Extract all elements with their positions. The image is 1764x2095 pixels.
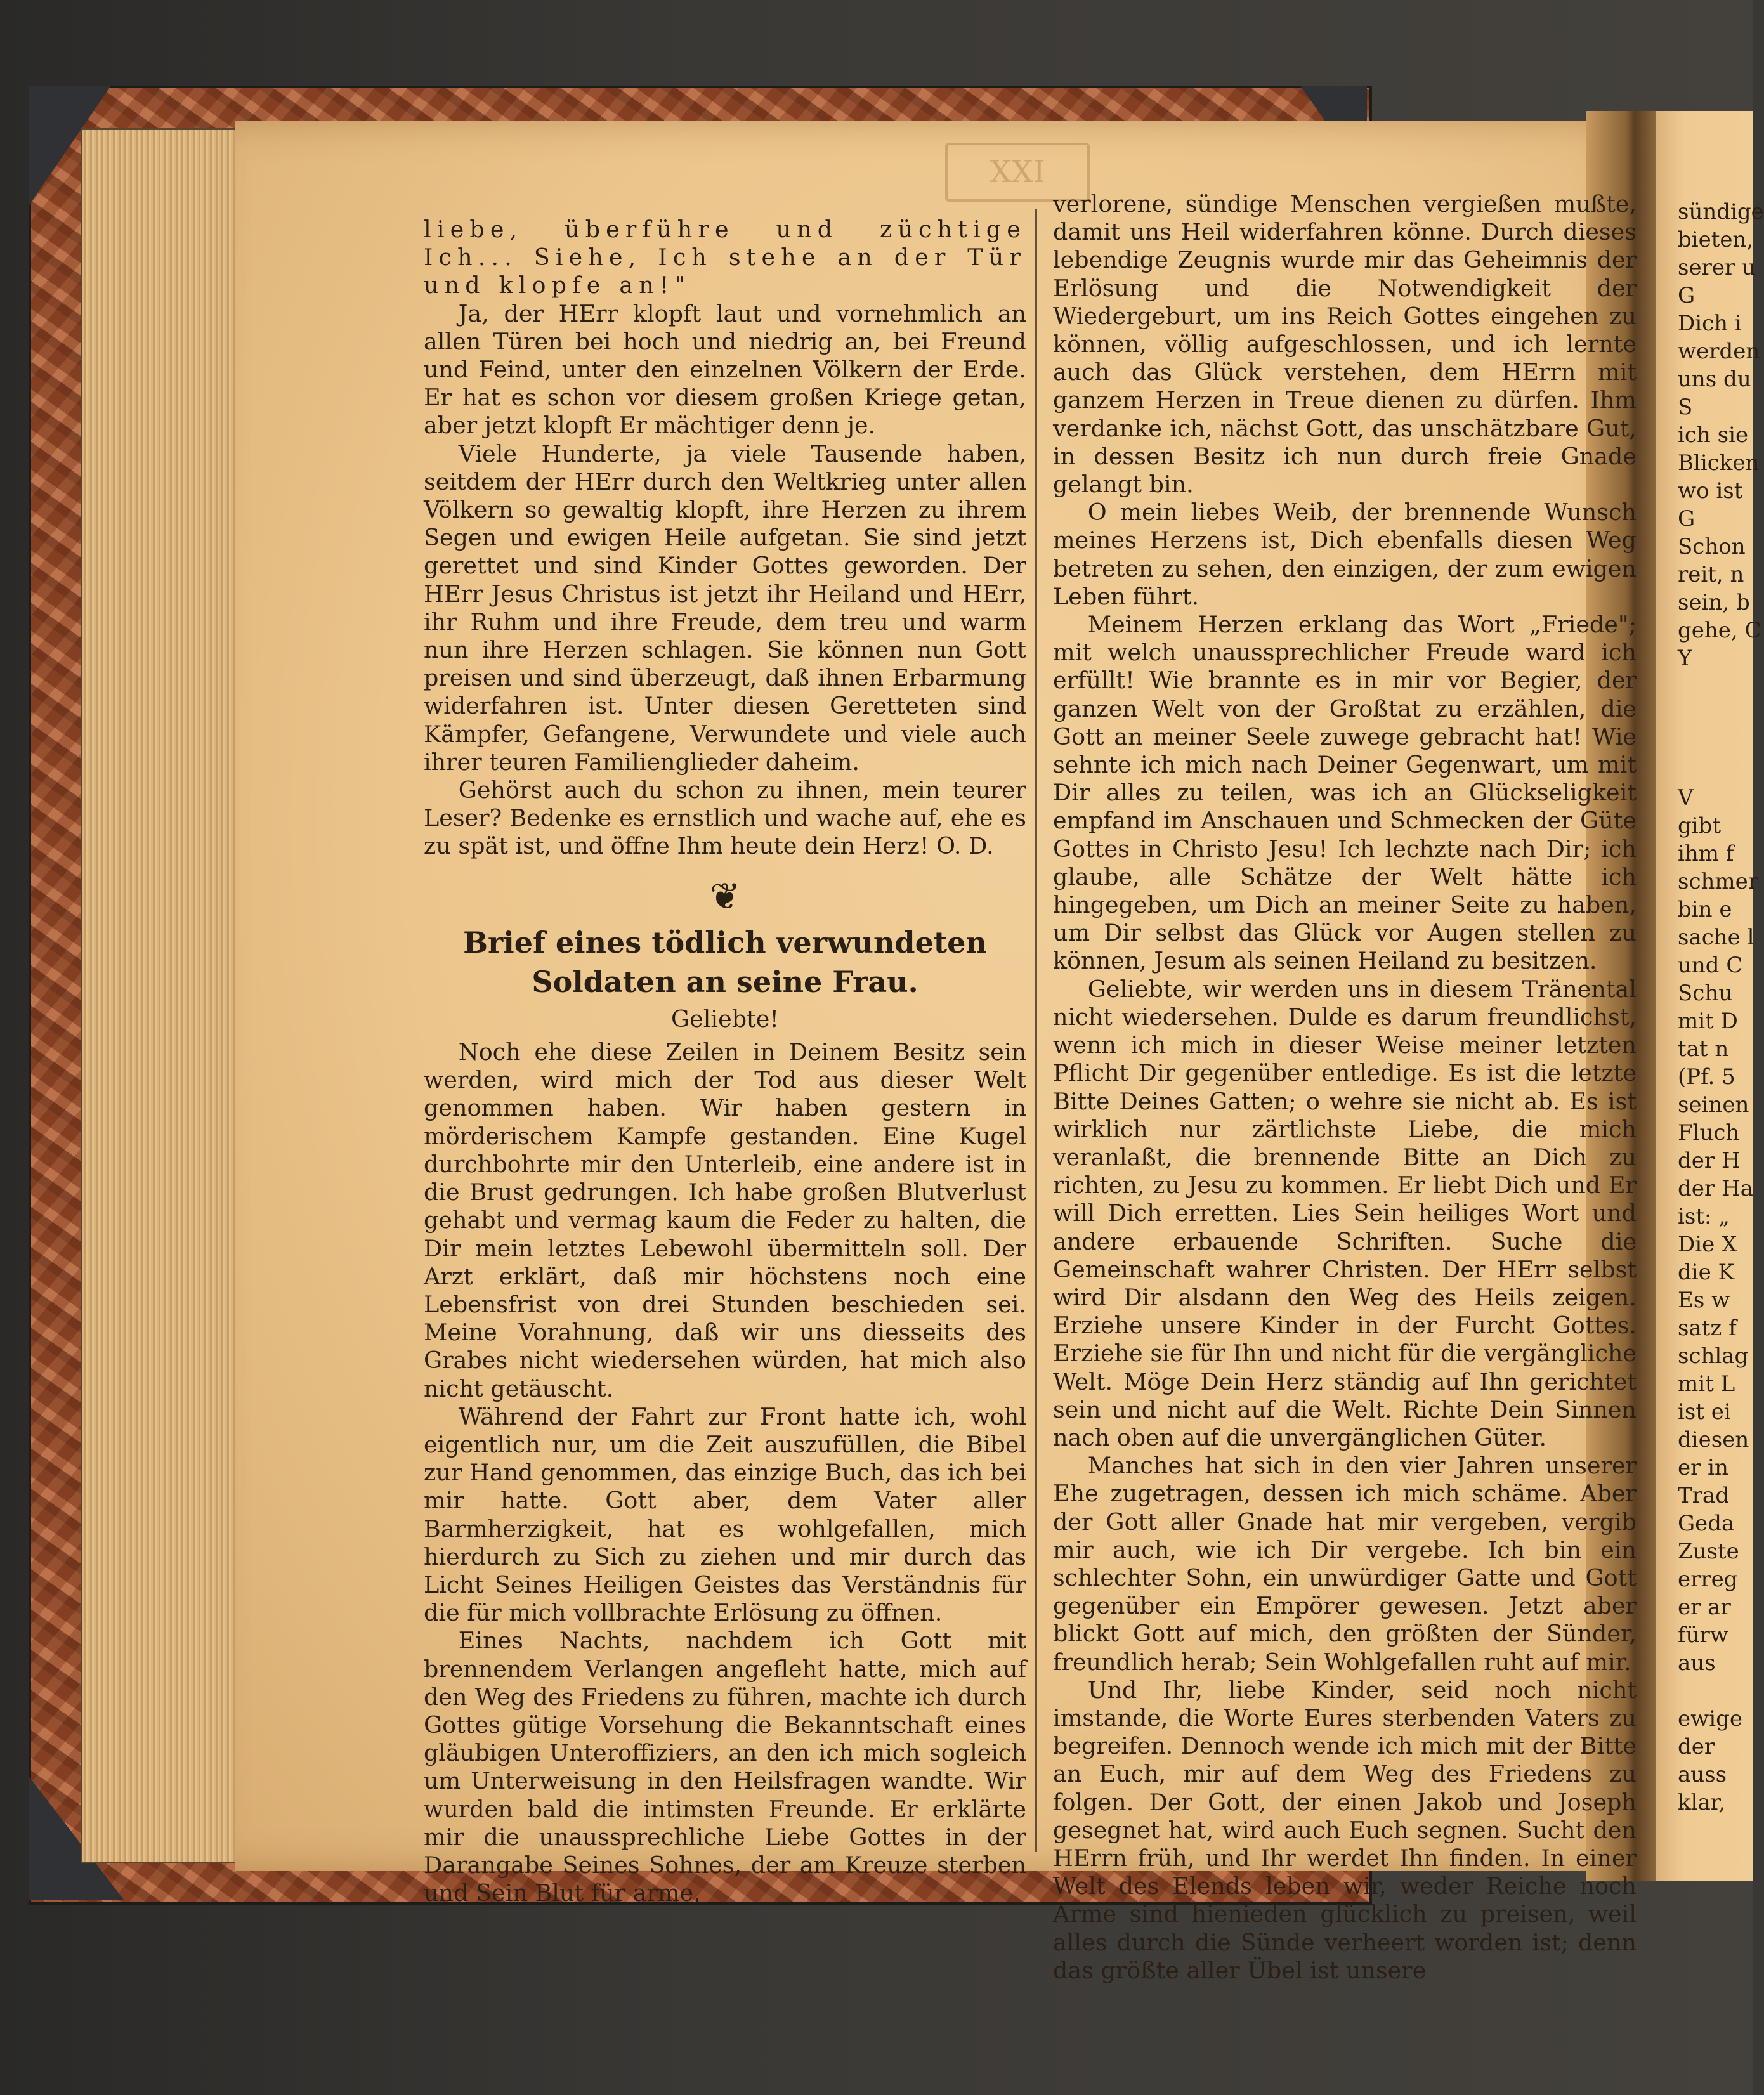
line-fragment: aus: [1678, 1650, 1716, 1676]
line-fragment: diesen: [1678, 1427, 1749, 1452]
line-fragment: tat n: [1678, 1036, 1729, 1062]
middle-text-column: [1053, 190, 1637, 1985]
line-fragment: G: [1678, 506, 1695, 532]
line-fragment: V: [1678, 785, 1694, 811]
line-fragment: fürw: [1678, 1622, 1728, 1648]
paragraph-continued: liebe, überführe und züchtige Ich... Siehe, Ich stehe an der Tür und klopfe an!": [424, 216, 1026, 299]
line-fragment: sache l: [1678, 925, 1754, 950]
line-fragment: satz f: [1678, 1315, 1737, 1341]
line-fragment: uns du: [1678, 367, 1751, 392]
right-page-fragments: [1678, 198, 1764, 1817]
line-fragment: Die X: [1678, 1232, 1737, 1257]
line-fragment: Dich i: [1678, 311, 1742, 336]
line-fragment: und C: [1678, 953, 1743, 978]
line-fragment: der Ha: [1678, 1176, 1753, 1201]
line-fragment: Zuste: [1678, 1539, 1739, 1564]
line-fragment: sündige: [1678, 199, 1764, 225]
paragraph: Während der Fahrt zur Front hatte ich, wohl eigentlich nur, um die Zeit auszufüllen, die Bibel zur Hand genommen, das einzige Buch, das ich bei mir hatte. Gott aber, dem Vater aller Barmherzigkeit, hat es wohlgefallen, mich hierdurch zu Sich zu ziehen und mir durch das Licht Seines Heiligen Geistes das Verständnis für die für mich vollbrachte Erlösung zu öffnen.: [424, 1402, 1026, 1627]
line-fragment: serer u: [1678, 255, 1756, 280]
line-fragment: [1678, 1677, 1757, 1705]
signature: O. D.: [936, 832, 994, 860]
line-fragment: ihm f: [1678, 841, 1734, 866]
paragraph: O mein liebes Weib, der brennende Wunsch meines Herzens ist, Dich ebenfalls diesen Weg betreten zu sehen, den einzigen, der zum ewigen Leben führt.: [1053, 499, 1637, 610]
line-fragment: ich sie: [1678, 422, 1749, 448]
paragraph: Und Ihr, liebe Kinder, seid noch nicht imstande, die Worte Eures sterbenden Vaters zu begreifen. Dennoch wende ich mich mit der Bitte an Euch, mir auf dem Weg des Friedens zu folgen. Der Gott, der einen Jakob und Joseph gesegnet hat, wird auch Euch segnen. Sucht den HErrn früh, und Ihr werdet Ihn finden. In einer Welt des Elends leben wir, weder Reiche noch Arme sind hienieden glücklich zu preisen, weil alles durch die Sünde verheert worden ist; denn das größte aller Übel ist unsere: [1053, 1676, 1637, 1984]
line-fragment: ist ei: [1678, 1399, 1731, 1425]
line-fragment: bin e: [1678, 897, 1732, 922]
line-fragment: auss: [1678, 1762, 1727, 1787]
line-fragment: Fluch: [1678, 1120, 1740, 1145]
line-fragment: die K: [1678, 1260, 1734, 1285]
line-fragment: mit L: [1678, 1371, 1735, 1397]
line-fragment: G: [1678, 283, 1695, 308]
line-fragment: (Pf. 5: [1678, 1064, 1735, 1090]
line-fragment: Y: [1678, 646, 1692, 671]
line-fragment: wo ist: [1678, 478, 1743, 504]
column-divider: [1035, 209, 1037, 1852]
line-fragment: gehe, C: [1678, 618, 1761, 643]
line-fragment: klar,: [1678, 1790, 1726, 1815]
line-fragment: der: [1678, 1734, 1715, 1759]
paragraph: Noch ehe diese Zeilen in Deinem Besitz sein werden, wird mich der Tod aus dieser Welt genommen haben. Wir haben gestern in mörderischem Kampfe gestanden. Eine Kugel durchbohrte mir den Unterleib, eine andere ist in die Brust gedrungen. Ich habe großen Blutverlust gehabt und vermag kaum die Feder zu halten, die Dir mein letztes Lebewohl übermitteln soll. Der Arzt erklärt, daß mir höchstens noch eine Lebensfrist von drei Stunden beschieden sei. Meine Vorahnung, daß wir uns diesseits des Grabes nicht wiedersehen würden, hat mich also nicht getäuscht.: [424, 1038, 1026, 1402]
line-fragment: Es w: [1678, 1288, 1730, 1313]
line-fragment: Schon: [1678, 534, 1746, 559]
paragraph: Gehörst auch du schon zu ihnen, mein teurer Leser? Bedenke es ernstlich und wache auf, ehe es zu spät ist, und öffne Ihm heute dein Herz! O. D.: [424, 776, 1026, 860]
faded-stamp: XXI: [945, 143, 1090, 202]
line-fragment: [1678, 700, 1757, 728]
paragraph: Ja, der HErr klopft laut und vornehmlich an allen Türen bei hoch und niedrig an, bei Freund und Feind, unter den einzelnen Völkern der Erde. Er hat es schon vor diesem großen Kriege getan, aber jetzt klopft Er mächtiger denn je.: [424, 299, 1026, 440]
line-fragment: Trad: [1678, 1483, 1729, 1508]
line-fragment: [1678, 756, 1757, 784]
line-fragment: Geda: [1678, 1511, 1735, 1536]
left-text-column: [424, 216, 1026, 1907]
line-fragment: [1678, 728, 1757, 756]
line-fragment: ewige: [1678, 1706, 1742, 1732]
line-fragment: werden: [1678, 339, 1760, 364]
article-title: Brief eines tödlich verwundeten Soldaten an seine Frau.: [463, 925, 987, 999]
paragraph: Manches hat sich in den vier Jahren unserer Ehe zugetragen, dessen ich mich schäme. Aber der Gott aller Gnade hat mir vergeben, vergib mir auch, wie ich Dir vergebe. Ich bin ein schlechter Sohn, ein unwürdiger Gatte und Gott gegenüber ein Empörer gewesen. Jetzt aber blickt Gott auf mich, den größten der Sünder, freundlich herab; Sein Wohlgefallen ruht auf mir.: [1053, 1452, 1637, 1676]
line-fragment: Blicken: [1678, 450, 1760, 476]
line-fragment: erreg: [1678, 1567, 1738, 1592]
line-fragment: [1678, 672, 1757, 700]
line-fragment: mit D: [1678, 1008, 1738, 1034]
salutation: Geliebte!: [670, 1005, 779, 1033]
paragraph-continued: verlorene, sündige Menschen vergießen mußte, damit uns Heil widerfahren könne. Durch dieses lebendige Zeugnis wurde mir das Geheimnis der Erlösung und die Notwendigkeit der Wiedergeburt, um ins Reich Gottes eingehen zu können, völlig aufgeschlossen, und ich lernte auch das Glück verstehen, dem HErrn mit ganzem Herzen in Treue dienen zu dürfen. Ihm verdanke ich, nächst Gott, das unschätzbare Gut, in dessen Besitz ich nun durch freie Gnade gelangt bin.: [1053, 190, 1637, 499]
line-fragment: S: [1678, 395, 1693, 420]
paragraph: Viele Hunderte, ja viele Tausende haben, seitdem der HErr durch den Weltkrieg unter allen Völkern so gewaltig klopft, ihre Herzen zu ihrem Segen und ewigen Heile aufgetan. Sie sind jetzt gerettet und sind Kinder Gottes geworden. Der HErr Jesus Christus ist jetzt ihr Heiland und HErr, ihr Ruhm und ihre Freude, dem treu und warm nun ihre Herzen schlagen. Sie können nun Gott preisen und sind überzeugt, daß ihnen Erbarmung widerfahren ist. Unter diesen Geretteten sind Kämpfer, Gefangene, Verwundete und viele auch ihrer teuren Familienglieder daheim.: [424, 440, 1026, 776]
line-fragment: Schu: [1678, 981, 1733, 1006]
line-fragment: der H: [1678, 1148, 1741, 1173]
line-fragment: bieten,: [1678, 227, 1754, 252]
line-fragment: er in: [1678, 1455, 1728, 1480]
page-edges: [82, 130, 247, 1862]
line-fragment: sein, b: [1678, 590, 1750, 615]
paragraph: Geliebte, wir werden uns in diesem Tränental nicht wiedersehen. Dulde es darum freundlichst, wenn ich mich in dieser Weise meiner letzten Pflicht Dir gegenüber entledige. Es ist die letzte Bitte Deines Gatten; o wehre sie nicht ab. Es ist wirklich nur zärtlichste Liebe, die mich veranlaßt, die brennende Bitte an Dich zu richten, zu Jesu zu kommen. Er liebt Dich und Er will Dich erretten. Lies Sein heiliges Wort und andere erbauende Schriften. Suche die Gemeinschaft wahrer Christen. Der HErr selbst wird Dir alsdann den Weg des Heils zeigen. Erziehe unsere Kinder in der Furcht Gottes. Erziehe sie für Ihn und nicht für die vergängliche Welt. Möge Dein Herz ständig auf Ihn gerichtet sein und nicht auf die Welt. Richte Dein Sinnen nach oben auf die unvergänglichen Güter.: [1053, 975, 1637, 1451]
line-fragment: schlag: [1678, 1343, 1749, 1369]
line-fragment: reit, n: [1678, 562, 1744, 587]
paragraph: Eines Nachts, nachdem ich Gott mit brennendem Verlangen angefleht hatte, mich auf den Weg des Friedens zu führen, machte ich durch Gottes gütige Vorsehung die Bekanntschaft eines gläubigen Unteroffiziers, an den ich mich sogleich um Unterweisung in den Heilsfragen wandte. Wir wurden bald die intimsten Freunde. Er erklärte mir die unaussprechliche Liebe Gottes in der Darangabe Seines Sohnes, der am Kreuze sterben und Sein Blut für arme,: [424, 1627, 1026, 1907]
ornament-icon: ❦: [709, 874, 741, 918]
line-fragment: gibt: [1678, 813, 1722, 839]
line-fragment: er ar: [1678, 1595, 1731, 1620]
paragraph: Meinem Herzen erklang das Wort „Friede"; mit welch unaussprechlicher Freude ward ich erfüllt! Wie brannte es in mir vor Begier, der ganzen Welt von der Großtat zu erzählen, die Gott an meiner Seele zuwege gebracht hat! Wie sehnte ich mich nach Deiner Gegenwart, um mit Dir alles zu teilen, was ich an Glückseligkeit empfand im Anschauen und Schmecken der Güte Gottes in Christo Jesu! Ich lechzte nach Dir; ich glaube, alle Schätze der Welt hätte ich hingegeben, um Dich an meiner Seite zu haben, um Dir selbst das Glück vor Augen stellen zu können, Jesum als seinen Heiland zu besitzen.: [1053, 611, 1637, 975]
line-fragment: schmer: [1678, 869, 1759, 894]
line-fragment: ist: „: [1678, 1204, 1730, 1229]
line-fragment: seinen: [1678, 1092, 1749, 1118]
